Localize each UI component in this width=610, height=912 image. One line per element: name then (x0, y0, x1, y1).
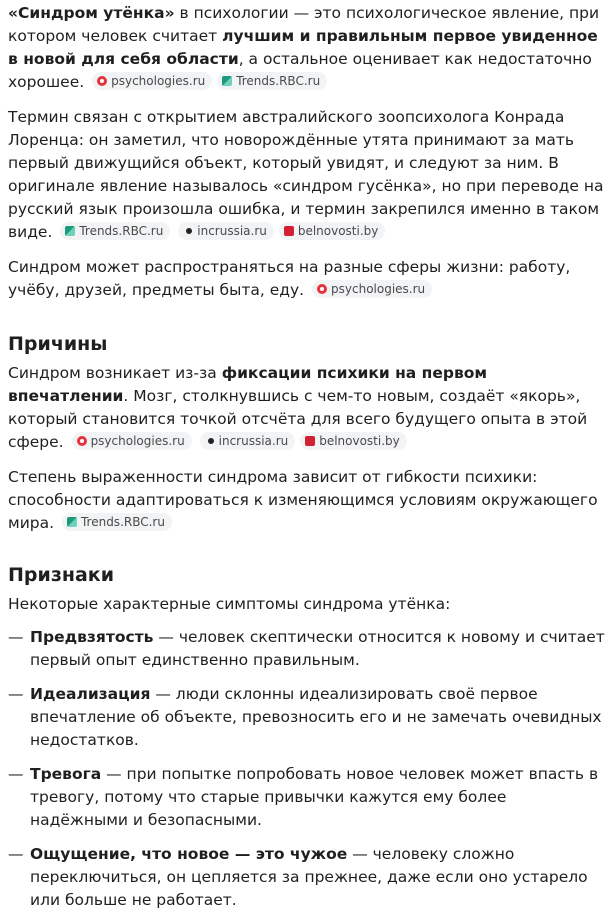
source-chip-psychologies[interactable]: psychologies.ru (312, 280, 432, 298)
belnovosti-icon (305, 436, 315, 446)
origin-paragraph: Термин связан с открытием австралийского зоопсихолога Конрада Лоренца: он заметил, что новорождённые утята принимают за мать первый движущийся объект, который увидят, и следуют за ним. В оригинале явление называлось «синдром гусёнка», но при переводе на русский язык произошла ошибка, и термин закрепился именно в таком виде. Trends.RBC.ru incrussia.ru belnovosti.by (8, 108, 604, 241)
list-item: — Ощущение, что новое — это чужое — человеку сложно переключиться, он цепляется за прежнее, даже если оно устарело или больше не работает. (8, 845, 588, 909)
source-chip-incrussia[interactable]: incrussia.ru (200, 432, 296, 450)
source-chip-rbc[interactable]: Trends.RBC.ru (60, 222, 170, 240)
signs-list (8, 626, 608, 912)
source-chip-psychologies[interactable]: psychologies.ru (92, 72, 212, 90)
article (0, 2, 608, 912)
belnovosti-icon (284, 226, 294, 236)
source-chip-incrussia[interactable]: incrussia.ru (178, 222, 274, 240)
list-item: — Тревога — при попытке попробовать новое человек может впасть в тревогу, потому что старые привычки кажутся ему более надёжными и безопасными. (8, 765, 599, 829)
source-chip-belnovosti[interactable]: belnovosti.by (300, 432, 407, 450)
list-item: — Предвзятость — человек скептически относится к новому и считает первый опыт единственно правильным. (8, 628, 605, 669)
incrussia-icon (208, 438, 214, 444)
signs-heading: Признаки (8, 564, 115, 586)
source-chip-rbc[interactable]: Trends.RBC.ru (62, 513, 172, 531)
causes-heading: Причины (8, 333, 108, 355)
causes-paragraph-1: Синдром возникает из-за фиксации психики на первом впечатлении. Мозг, столкнувшись с чем-то новым, создаёт «якорь», который становится точкой отсчёта для всего будущего опыта в этой сфере. psychologies.ru incrussia.ru belnovosti.by (8, 364, 588, 451)
incrussia-icon (186, 228, 192, 234)
source-chip-belnovosti[interactable]: belnovosti.by (279, 222, 386, 240)
psychologies-icon (317, 284, 327, 294)
source-chip-psychologies[interactable]: psychologies.ru (72, 432, 192, 450)
rbc-icon (65, 226, 75, 236)
rbc-icon (222, 76, 232, 86)
rbc-icon (67, 517, 77, 527)
source-chip-rbc[interactable]: Trends.RBC.ru (217, 72, 327, 90)
list-item: — Идеализация — люди склонны идеализировать своё первое впечатление об объекте, превозносить его и не замечать очевидных недостатков. (8, 685, 602, 749)
psychologies-icon (77, 436, 87, 446)
signs-intro: Некоторые характерные симптомы синдрома утёнка: (8, 595, 451, 613)
spheres-paragraph: Синдром может распространяться на разные сферы жизни: работу, учёбу, друзей, предметы быта, еду. psychologies.ru (8, 258, 571, 299)
causes-paragraph-2: Степень выраженности синдрома зависит от гибкости психики: способности адаптироваться к изменяющимся условиям окружающего мира. Trends.RBC.ru (8, 468, 598, 532)
term-title: «Синдром утёнка» (8, 4, 175, 22)
psychologies-icon (97, 76, 107, 86)
intro-paragraph: «Синдром утёнка» в психологии — это психологическое явление, при котором человек считает лучшим и правильным первое увиденное в новой для себя области, а остальное оценивает как недостаточно хорошее. psychologies.ru Trends.RBC.ru (8, 4, 600, 91)
